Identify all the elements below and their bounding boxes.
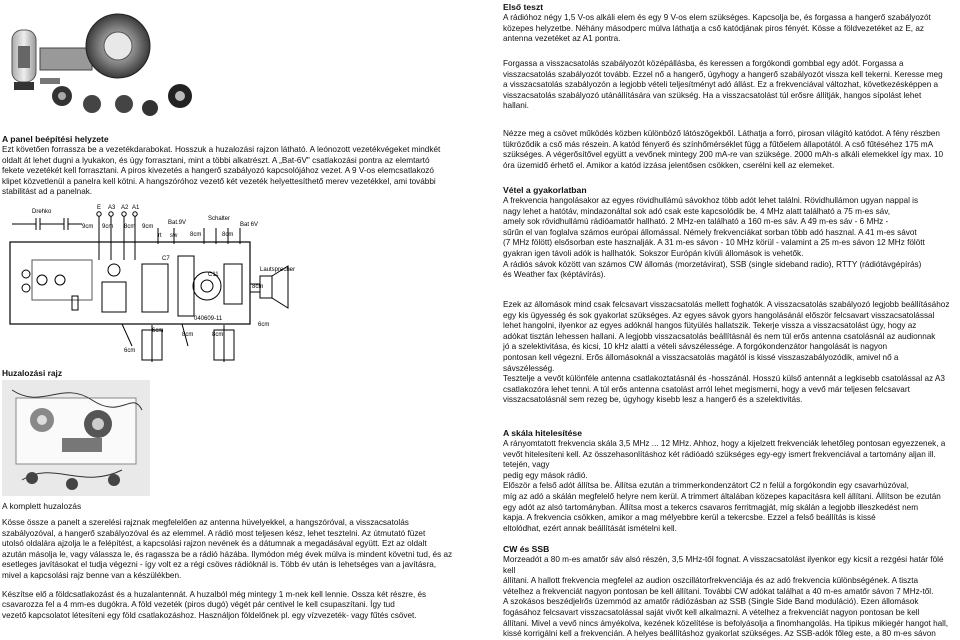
text-line: Ezek az állomások mind csak felcsavart visszacsatolás mellett foghatók. A visszacsatolás szabályozó legjobb beállításához <box>503 300 950 309</box>
scale-calibration-section <box>503 428 955 534</box>
complete-wiring-illustration <box>2 380 150 496</box>
sw-label: sw <box>170 233 178 239</box>
text-line: oldalt át lehet dugni a lyukakon, és úgy forrasztani, mint a többi alkatrészt. A „Bat-6V" csatlakozási pontra az elemtartó <box>2 155 430 165</box>
text-line: Először a felső adót állítsa be. Állítsa ezután a trimmerkondenzátort C2 n felül a forgókondin egy csavarhúzóval, <box>503 481 909 491</box>
wire-length: 8cm <box>182 332 194 338</box>
text-line: fekete vezetékét kell forrasztani. A piros kivezetés a hangerő szabályozó kapcsolójához vezet. A 9 V-os elemcsatlakozó <box>2 166 434 176</box>
text-line: (7 MHz fölött) elsősorban este hasznalják. A 31 m-es sávon - 10 MHz körül - valamint a 25 m-es sávon 12 MHz fölött <box>503 238 925 248</box>
text-line: lehet hangolni, ilyenkor az egyes adóknál hangos fütyülés hallatszik. Tekerje vissza a visszacsatolást úgy, hogy az <box>503 321 917 331</box>
text-line: közepes helyzetbe. Néhány másodperc múlva láthatja a cső katódjának piros fényét. Kösse a földvezetéket az E, az <box>503 23 924 33</box>
text-line: Tesztelje a vevőt különféle antenna csatlakoztatásnál és -hosszánál. Hosszú külső antennát a legkisebb csatolással az A3 <box>503 374 945 384</box>
text-line: kissé korrigálni kell a frekvencián. A helyes beállításhoz gyakorlat szükséges. Az SSB-adók főleg este, a 80 m-es sávon <box>503 629 936 639</box>
wire-length: 9cm <box>142 224 154 230</box>
wire-length: 9cm <box>102 224 114 230</box>
text-line: eltolódhat, ezért annak beállítását ismételni kell. <box>503 523 677 533</box>
text-line: A frekvencia hangolásakor az egyes rövidhullámú sávokhoz több adót lehet találni. Rövidhullámon ugyan nappal is <box>503 196 919 205</box>
text-line: Készítse elő a földcsatlakozást és a huzalantennát. A huzalból még mintegy 1 m-nek kell lennie. Ossza két részre, és <box>2 589 427 599</box>
text-line: egy adót az alsó tartományban. Állítsa most a tekercs csavaros ferritmagját, míg skálán a legjobb illeszkedést nem <box>503 502 919 512</box>
text-line: A rádióhoz négy 1,5 V-os alkáli elem és egy 9 V-os elem szükséges. Kapcsolja be, és forgassa a hangerő szabályozót <box>503 13 931 22</box>
text-line: pontosan kell végezni. Erős állomásoknál a visszacsatolás magától is kissé visszaszabályozódik, amivel nő a <box>503 352 899 362</box>
first-test-section <box>503 2 955 45</box>
a3-label: A3 <box>108 205 116 211</box>
text-line: míg az adó a skálán megfelelő helyre nem kerül. A trimmert általában közepes kapacitásra kell állítani. Állítson be ezután <box>503 491 941 501</box>
reception-section <box>503 185 955 281</box>
text-line: esetleges javításokat el tudja végezni - így volt ez a régi csöves rádióknál is. Több év után is lehetséges van a javításra, <box>2 560 437 570</box>
text-line: sűrűn el van foglalva számos európai állomással. Némely frekvenciákat sorban több adó hasznal. A 41 m-es sávot <box>503 227 917 237</box>
first-test-text <box>503 13 955 45</box>
assembly-paragraph <box>2 518 497 621</box>
text-line: szabályozóval, a hangerő szabályozóval és az elemmel. A rádió most teljesen kész, lehet tesztelni. Az útmutató füzet <box>2 528 426 538</box>
text-line: visszacsatolásnál sem rezeg be, úgyhogy kisebb lesz a hangerő és a szelektivitás. <box>503 395 803 405</box>
text-line: visszacsatolás szabályozót tovább. Ezzel nő a hangerő, úgyhogy a hangerő szabályozót vissza kell tekerni. Keresse meg <box>503 69 943 79</box>
text-line: tükröződik a cső más részein. A katód fényerő és színhőmérséklet függ a fűtőelem állapotától. A cső fűtéséhez 175 mA <box>503 139 934 149</box>
reception-heading: Vétel a gyakorlatban <box>503 185 587 195</box>
text-line: vezető kapcsolatot létesíteni egy föld csatlakozáshoz. Használjon földelőnek pl. egy vízvezeték- vagy fűtés csövet. <box>2 610 417 620</box>
text-line: jó a szelektivitása, és kicsi, 10 kHz alatti a vételi sávszélessége. A forgókondenzátor hangolását is nagyon <box>503 342 888 352</box>
text-line: mivel a kapcsolási rajz benne van a készülékben. <box>2 570 182 580</box>
text-line: és Weather fax (képtávírás). <box>503 270 606 280</box>
wire-length: 8cm <box>190 232 202 238</box>
text-line: óra üzemidő érhető el. Amikor a katód izzása jelentősen csökken, cserélni kell az elemeket. <box>503 160 835 170</box>
wire-length: 6cm <box>258 322 270 328</box>
bat9-label: Bat.9V <box>168 220 187 226</box>
wire-length: 6cm <box>152 328 164 334</box>
stations-paragraph <box>503 300 955 406</box>
text-line: Forgassa a visszacsatolás szabályozót középállásba, és keressen a forgókondi gombbal egy adót. Forgassa a <box>503 59 904 68</box>
scale-calibration-heading: A skála hitelesítése <box>503 428 582 438</box>
text-line: a visszacsatolás szabályozón a legjobb vételi teljesítményt adó állást. Ez a frekvenciával változhat, következésképpen a <box>503 80 939 90</box>
first-test-heading: Első teszt <box>503 2 544 12</box>
text-line: stabilitást ad a panelnak. <box>2 187 93 197</box>
board-code: 040609-11 <box>194 316 223 322</box>
text-line <box>2 582 497 590</box>
wire-length: 8cm <box>222 232 234 238</box>
a1-label: A1 <box>132 205 140 211</box>
text-line: klipet közvetlenül a panelra kell kötni. A hangszóróhoz vezető két vezeték helyettesíthető merev vezetékkel, ami további <box>2 176 436 186</box>
text-line: állítani. Mivel a vevő nincs ámyékolva, kezének közelítése is befolyásolja a finomhangolás. Ha tipikus mikiegér hangot hall, <box>503 618 949 628</box>
schalter-label: Schalter <box>208 216 231 222</box>
text-line: egy kis ügyesség és sok gyakorlat szükséges. Az egyes sávok gyors hangolásánál először felcsavart visszacsatolással <box>503 310 935 320</box>
e-label: E <box>97 205 102 211</box>
text-line: gyakran igen távoli adók is hallhatók. Sokszor Európán kívüli állomások is vehetők. <box>503 248 804 258</box>
text-line: csatlakozóra lehet tenni. A túl erős antenna csatolást arról lehet megismerni, hogy a vevő már teljesen felcsavart <box>503 384 910 394</box>
bat6-label: Bat 6V <box>240 222 259 228</box>
a2-label: A2 <box>121 205 129 211</box>
wire-length: 8cm <box>252 284 264 290</box>
feedback-paragraph <box>503 59 955 112</box>
rt-label: rt <box>158 233 162 239</box>
text-line: vevőt hitelesíteni kell. Az összehasonlításhoz két rádióadó szükséges egy-egy ismert frekvenciával a tartomány aljan ill. tetején, vagy <box>503 449 936 470</box>
wire-length: 8cm <box>212 332 224 338</box>
text-line: vételhez a frekvenciát nagyon pontosan be kell állítani. További CW adókat találhat a 40 m-es amatőr sávon 7 MHz-től. <box>503 586 934 596</box>
text-line: Ezt követően forrassza be a vezetékdarabokat. Hosszuk a huzalozási rajzon látható. A leónozott vezetékvégeket mindkét <box>2 145 441 154</box>
text-line: kapja. A frekvencia csökken, amikor a mag mélyebbre kerül a tekercsbe. Ezzel a felső beállítás is kissé <box>503 513 876 523</box>
c11-label: C11 <box>208 272 219 278</box>
text-line: Morzeadót a 80 m-es amatőr sáv alsó részén, 3,5 MHz-től fognat. A visszacsatolást ilyenkor egy kicsit a rezgési határ fölé kell <box>503 555 944 575</box>
drehko-label: Drehko <box>32 209 52 215</box>
wiring-diagram-caption: Huzalozási rajz <box>2 368 63 378</box>
text-line: hallani. <box>503 101 529 111</box>
text-line: sávszélesség. <box>503 363 555 373</box>
text-line: visszacsatolás szabályozó utánállítására van szükség. Ha a visszacsatolást túl erősre állítják, hangos sípolást lehet <box>503 90 922 100</box>
components-photo <box>0 0 200 122</box>
text-line: A rádiós sávok között van számos CW állomás (morzetávirat), SSB (single sideband radio), RTTY (rádiótávgépírás) <box>503 259 922 269</box>
cw-ssb-section <box>503 544 955 640</box>
wiring-diagram-svg <box>2 200 304 370</box>
complete-wiring-caption: A komplett huzalozás <box>2 501 82 511</box>
text-line: utolsó oldalára ajzolja le a felépítést, a kapcsolási rajzon nevének és a dátumnak a megadásával együtt. Ezt az oldalt <box>2 539 427 549</box>
wire-length: 8cm <box>124 224 136 230</box>
c7-label: C7 <box>162 256 170 262</box>
text-line: A rányomtatott frekvencia skála 3,5 MHz ... 12 MHz. Ahhoz, hogy a kijelzett frekvenciák lehetőleg pontosan egyezzenek, a <box>503 439 946 448</box>
panel-heading: A panel beépítési helyzete <box>2 134 109 144</box>
text-line: szükséges. A végerősítővel együtt a vevőnek mintegy 200 mA-re van szüksége. 2000 mAh-s alkáli elemekkel így max. 10 <box>503 150 944 160</box>
cw-ssb-heading: CW és SSB <box>503 544 550 554</box>
text-line: Kösse össze a panelt a szerelési rajznak megfelelően az antenna hüvelyekkel, a hangszóróval, a visszacsatolás <box>2 518 409 527</box>
text-line: antenna vezetéket az A1 pontra. <box>503 34 621 44</box>
panel-section <box>2 134 494 198</box>
text-line: állítani. A hallott frekvencia megfelel az audion oszcillátorfrekvenciája és az adó frekvencia különbségének. A tiszta <box>503 576 919 586</box>
text-line: A szokásos beszédjelrős üzemmód az amatőr rádiózásban az SSB (Single Side Band moduláció). Ezen állomások <box>503 597 919 607</box>
speaker-label: Lautsprecher <box>260 267 296 273</box>
text-line: fogásához felcsavart visszacsatolással saját vivőt kell alkalmazni. A vételhez a frekvenciát nagyon pontosan be kell <box>503 607 920 617</box>
text-line: csavarozza fel a 4 mm-es dugókra. A föld vezeték (piros dugó) végét pár centivel le kell csupaszítani. Így tud <box>2 600 395 610</box>
text-line: amely sok rövidhullámú rádióamatőr hallható. 2 MHz-en található a 160 m-es sáv. A 49 m-es sáv - 6 MHz - <box>503 217 889 227</box>
text-line: pedig egy mások rádió. <box>503 470 588 480</box>
wire-length: 6cm <box>124 348 136 354</box>
text-line: Nézze meg a csövet működés közben különböző látószögekből. Láthatja a forró, pirosan világító katódot. A fény részben <box>503 129 940 138</box>
wiring-diagram <box>2 200 304 370</box>
components-photo-illustration <box>0 0 200 122</box>
tube-paragraph <box>503 129 955 171</box>
complete-wiring-photo <box>2 380 150 496</box>
text-line: azután másolja le, vagy válassza le, és ragassza be a rádió házába. Ilymódon még évek múlva is mindent követni tud, és az <box>2 549 453 559</box>
text-line: nagy lehet a hatótáv, mindazonáltal sok adó csak este kapcsolódik be. 4 MHz alatt található a 75 m-es sáv, <box>503 206 890 216</box>
text-line: adókat tisztán lehessen hallani. A legjobb visszacsatolás beállításnál és nem túl erős antenna csatolásnál az audionnak <box>503 331 936 341</box>
wire-length: 9cm <box>82 224 94 230</box>
